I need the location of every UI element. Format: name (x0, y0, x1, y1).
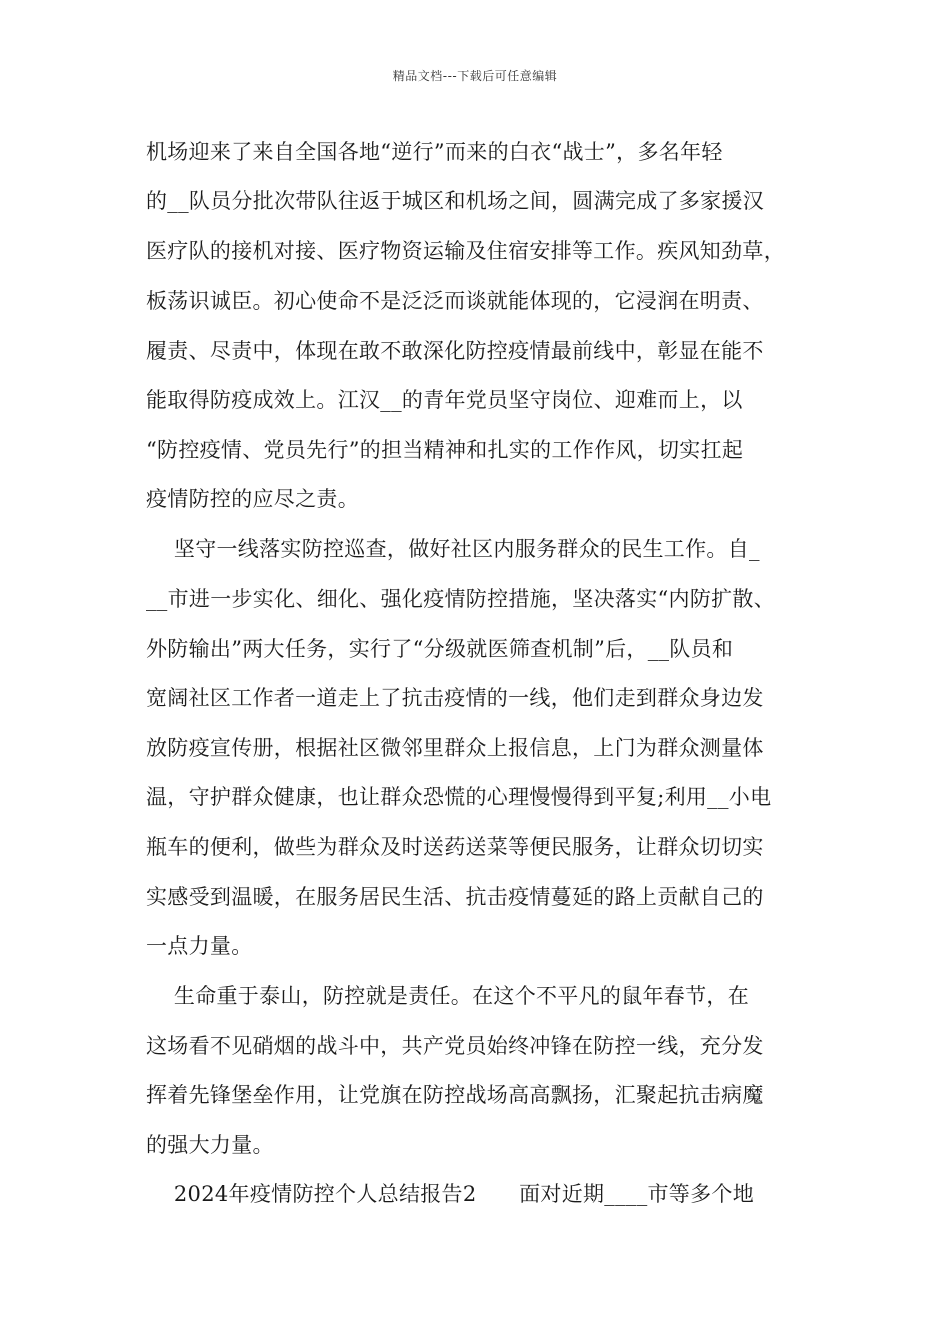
text-line: 温，守护群众健康，也让群众恐慌的心理慢慢得到平复;利用__小电 (146, 785, 772, 809)
text-line: 生命重于泰山，防控就是责任。在这个不平凡的鼠年春节，在 (146, 984, 749, 1008)
text-line: __市进一步实化、细化、强化疫情防控措施，坚决落实“内防扩散、 (146, 587, 776, 611)
text-line: 医疗队的接机对接、医疗物资运输及住宿安排等工作。疾风知劲草， (146, 239, 785, 263)
text-line: 宽阔社区工作者一道走上了抗击疫情的一线，他们走到群众身边发 (146, 686, 764, 710)
text-line: 放防疫宣传册，根据社区微邻里群众上报信息，上门为群众测量体 (146, 736, 764, 760)
text-line: 2024年疫情防控个人总结报告2 面对近期____市等多个地 (146, 1182, 755, 1206)
text-line: 实感受到温暖，在服务居民生活、抗击疫情蔓延的路上贡献自己的 (146, 885, 764, 909)
text-line: 板荡识诚臣。初心使命不是泛泛而谈就能体现的，它浸润在明责、 (146, 289, 764, 313)
text-line: 能取得防疫成效上。江汉__的青年党员坚守岗位、迎难而上，以 (146, 388, 743, 412)
text-line: 疫情防控的应尽之责。 (146, 487, 359, 511)
text-line: 的__队员分批次带队往返于城区和机场之间，圆满完成了多家援汉 (146, 189, 764, 213)
text-line: 挥着先锋堡垒作用，让党旗在防控战场高高飘扬，汇聚起抗击病魔 (146, 1083, 764, 1107)
text-line: 瓶车的便利，做些为群众及时送药送菜等便民服务，让群众切切实 (146, 835, 764, 859)
text-line: “防控疫情、党员先行”的担当精神和扎实的工作作风，切实扛起 (146, 438, 744, 462)
text-line: 这场看不见硝烟的战斗中，共产党员始终冲锋在防控一线，充分发 (146, 1034, 764, 1058)
page-header: 精品文档---下载后可任意编辑 (392, 69, 558, 83)
text-line: 的强大力量。 (146, 1133, 274, 1157)
text-line: 机场迎来了来自全国各地“逆行”而来的白衣“战士”，多名年轻 (146, 140, 723, 164)
text-line: 履责、尽责中，体现在敢不敢深化防控疫情最前线中，彰显在能不 (146, 339, 764, 363)
text-line: 坚守一线落实防控巡查，做好社区内服务群众的民生工作。自_ (146, 537, 760, 561)
text-line: 一点力量。 (146, 934, 253, 958)
text-line: 外防输出”两大任务，实行了“分级就医筛查机制”后，__队员和 (146, 637, 734, 661)
